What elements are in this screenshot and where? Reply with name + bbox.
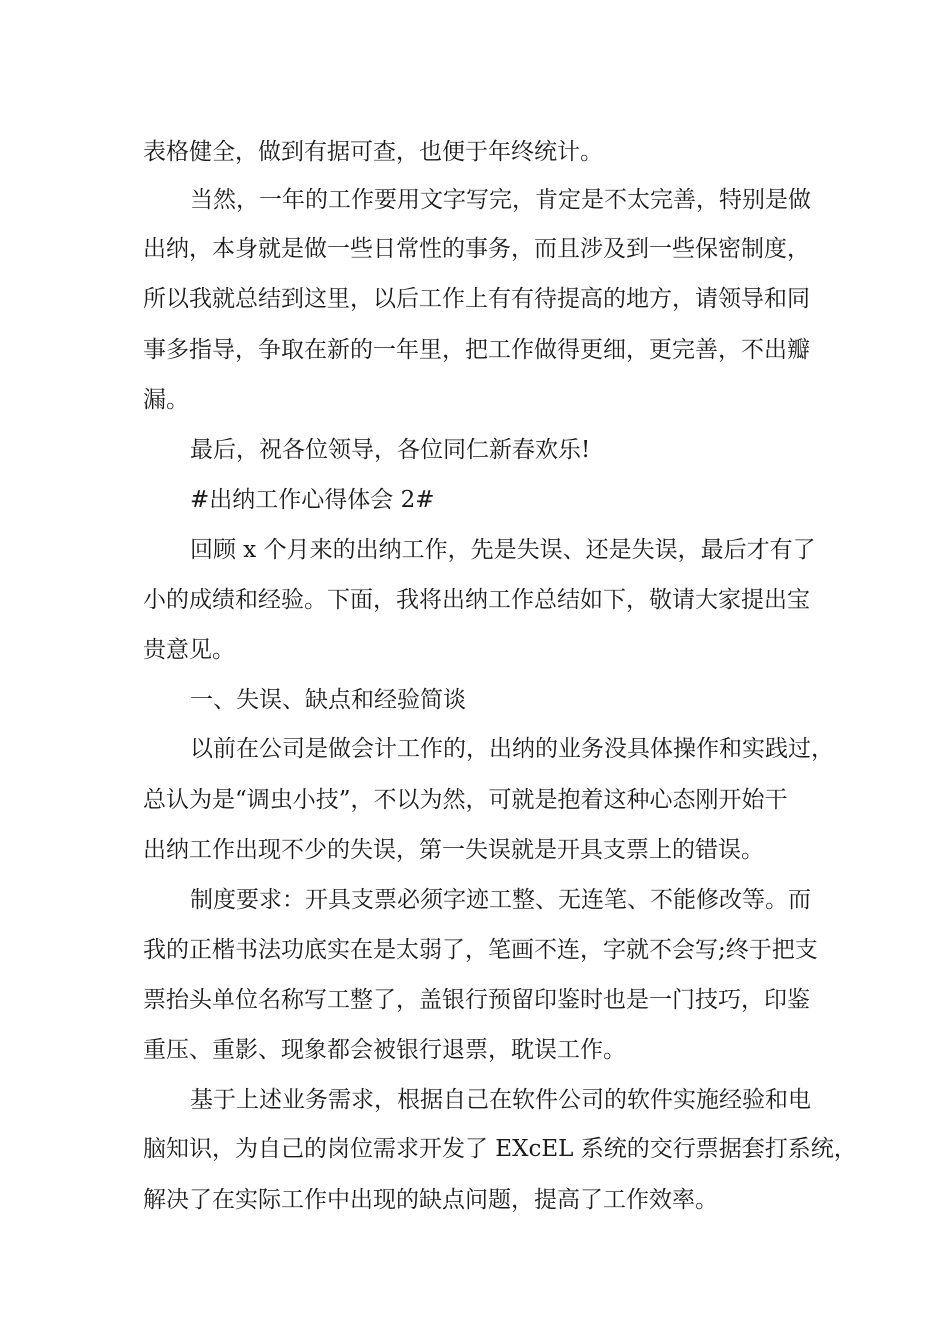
text-line: 事多指导，争取在新的一年里，把工作做得更细，更完善，不出瓣 [143,337,810,363]
text-line: 出纳，本身就是做一些日常性的事务，而且涉及到一些保密制度， [143,236,810,262]
text-line: 当然，一年的工作要用文字写完，肯定是不太完善，特别是做 [190,187,811,213]
text-line: 脑知识，为自己的岗位需求开发了 EXcEL 系统的交行票据套打系统， [143,1136,857,1162]
text-line: 以前在公司是做会计工作的，出纳的业务没具体操作和实践过， [190,736,834,762]
text-line: 重压、重影、现象都会被银行退票，耽误工作。 [143,1037,626,1063]
text-line: 基于上述业务需求，根据自己在软件公司的软件实施经验和电 [190,1087,811,1113]
section-heading: #出纳工作心得体会 2# [190,487,435,513]
text-line: 表格健全，做到有据可查，也便于年终统计。 [143,139,603,165]
text-line: 所以我就总结到这里，以后工作上有有待提高的地方，请领导和同 [143,286,810,312]
text-line: 漏。 [143,387,189,413]
text-line: 最后，祝各位领导，各位同仁新春欢乐! [190,437,591,463]
subsection-heading: 一、失误、缺点和经验简谈 [190,687,466,713]
text-line: 小的成绩和经验。下面，我将出纳工作总结如下，敬请大家提出宝 [143,587,810,613]
text-line: 回顾 x 个月来的出纳工作，先是失误、还是失误，最后才有了 [190,537,816,563]
text-line: 票抬头单位名称写工整了，盖银行预留印鉴时也是一门技巧，印鉴 [143,987,810,1013]
text-line: 解决了在实际工作中出现的缺点问题，提高了工作效率。 [143,1187,718,1213]
text-line: 制度要求：开具支票必须字迹工整、无连笔、不能修改等。而 [190,887,811,913]
text-line: 总认为是“调虫小技”，不以为然，可就是抱着这种心态刚开始干 [143,787,788,813]
text-line: 出纳工作出现不少的失误，第一失误就是开具支票上的错误。 [143,837,764,863]
text-line: 我的正楷书法功底实在是太弱了，笔画不连，字就不会写;终于把支 [143,937,818,963]
text-line: 贵意见。 [143,637,235,663]
